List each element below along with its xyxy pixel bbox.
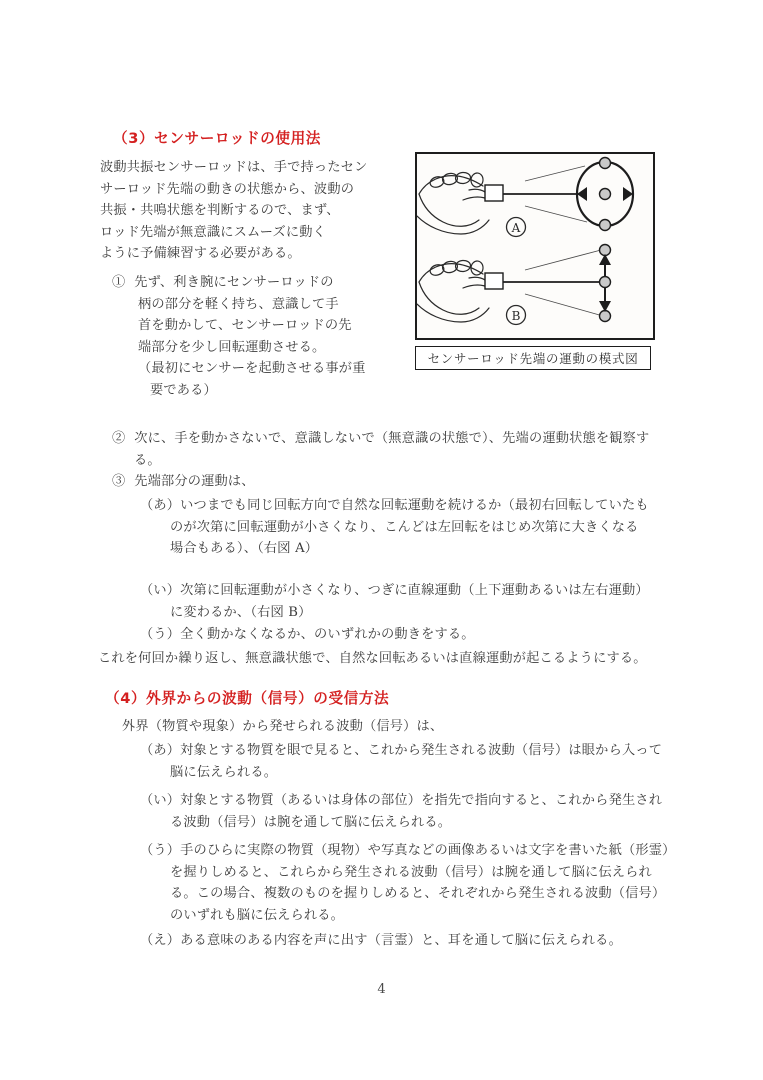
section-4-sub-i-text: 対象とする物質（あるいは身体の部位）を指先で指向すると、これから発生され [180, 793, 663, 808]
list-item-1-line: 首を動かして、センサーロッドの先 [138, 318, 352, 333]
rod-tip-marker-b-bottom [600, 311, 611, 322]
list-item-2-line: る。 [134, 452, 161, 468]
section-4-sub-e-first-line [140, 930, 658, 952]
section-4-sub-item-a [140, 740, 663, 783]
list-item-3 [112, 471, 657, 493]
list-marker-1: ① [112, 275, 126, 290]
sub-item-a-line: のが次第に回転運動が小さくなり、こんどは左回転をはじめ次第に大きくなる [170, 519, 639, 535]
rod-handle-b [485, 273, 503, 289]
sub-item-u-first-line [140, 624, 658, 646]
section-4-heading: （4）外界からの波動（信号）の受信方法 [105, 690, 390, 707]
list-marker-2: ② [112, 431, 126, 446]
list-marker-3: ③ [112, 474, 126, 489]
section-4-sub-marker-a: （あ） [140, 743, 181, 758]
panel-a-label-text: A [511, 221, 521, 235]
section-4-sub-u-first-line [140, 840, 676, 862]
sub-item-a-text: いつまでも同じ回転方向で自然な回転運動を続けるか（最初右回転していたも [180, 498, 649, 513]
section-4-sub-i-first-line [140, 790, 663, 812]
section-4-intro [122, 716, 652, 738]
closing-line: これを何回か繰り返し、無意識状態で、自然な回転あるいは直線運動が起こるようにする。 [98, 651, 647, 666]
section-4-sub-e-text: ある意味のある内容を声に出す（言霊）と、耳を通して脳に伝えられる。 [180, 933, 622, 948]
rod-tip-marker-top [600, 158, 611, 169]
list-item-1-line: （最初にセンサーを起動させる事が重 [138, 361, 366, 376]
sub-item-i-first-line [140, 580, 658, 602]
sub-item-u-text: 全く動かなくなるか、のいずれかの動きをする。 [180, 627, 475, 642]
intro-line: 波動共振センサーロッドは、手で持ったセン [100, 160, 368, 175]
figure-caption: センサーロッド先端の運動の模式図 [415, 346, 651, 370]
sub-marker-u: （う） [140, 627, 181, 642]
list-item-2-first-line [112, 428, 657, 450]
section-4-sub-item-i [140, 790, 663, 833]
section-3-intro-paragraph [100, 157, 405, 265]
sensor-rod-motion-illustration [417, 154, 653, 338]
rod-tip-marker-b-center [600, 277, 611, 288]
section-4-sub-a-line: 脳に伝えられる。 [170, 764, 278, 780]
intro-line: 共振・共鳴状態を判断するので、まず、 [100, 203, 340, 218]
sub-marker-i: （い） [140, 583, 181, 598]
figure-sensor-rod-motion [415, 152, 655, 370]
rod-tip-marker-center [600, 189, 611, 200]
sub-item-a-line: 場合もある）、（右図 A） [170, 541, 319, 556]
section-4-sub-a-first-line [140, 740, 663, 762]
list-item-1 [112, 272, 412, 401]
list-item-3-text: 先端部分の運動は、 [134, 474, 255, 489]
sub-item-a-first-line [140, 495, 658, 517]
sub-item-u [140, 624, 658, 646]
rod-tip-marker-b-top [600, 245, 611, 256]
intro-line: ロッド先端が無意識にスムーズに動く [100, 224, 327, 240]
list-item-1-line: 要である） [150, 382, 217, 398]
sub-item-a [140, 495, 658, 560]
rod-tip-marker-bottom [600, 220, 611, 231]
section-4-sub-a-text: 対象とする物質を眼で見ると、これから発生される波動（信号）は眼から入って [180, 743, 663, 758]
page-number: 4 [377, 982, 386, 997]
list-item-2-text: 次に、手を動かさないで、意識しないで（無意識の状態で）、先端の運動状態を観察す [134, 431, 650, 446]
section-4-sub-marker-e: （え） [140, 933, 181, 948]
section-3-closing-sentence [98, 648, 658, 670]
section-4-sub-marker-i: （い） [140, 793, 181, 808]
list-item-1-line: 端部分を少し回転運動させる。 [138, 339, 326, 355]
intro-line: サーロッド先端の動きの状態から、波動の [100, 181, 355, 197]
list-item-1-line: 柄の部分を軽く持ち、意識して手 [138, 296, 339, 312]
intro-line: ように予備練習する必要がある。 [100, 246, 301, 261]
section-4-sub-u-line: を握りしめると、これらから発生される波動（信号）は腕を通して脳に伝えられ [170, 864, 652, 880]
sub-marker-a: （あ） [140, 498, 181, 513]
section-4-sub-i-line: る波動（信号）は腕を通して脳に伝えられる。 [170, 814, 452, 830]
section-4-sub-item-u [140, 840, 676, 926]
list-item-3-first-line [112, 471, 657, 493]
section-4-sub-item-e [140, 930, 658, 952]
sub-item-i-line: に変わるか、（右図 B） [170, 604, 312, 620]
section-4-sub-u-line: のいずれも脳に伝えられる。 [170, 907, 345, 923]
sub-item-i [140, 580, 658, 623]
section-4-sub-u-line: る。この場合、複数のものを握りしめると、それぞれから発生される波動（信号） [170, 886, 666, 901]
section-4-sub-u-text: 手のひらに実際の物質（現物）や写真などの画像あるいは文字を書いた紙（形霊） [180, 843, 676, 858]
rod-handle-a [485, 185, 503, 201]
list-item-1-text: 先ず、利き腕にセンサーロッドの [134, 275, 334, 290]
list-item-1-first-line [112, 272, 412, 294]
panel-b-label-text: B [511, 309, 521, 323]
section-4-sub-marker-u: （う） [140, 843, 181, 858]
section-3-heading: （3）センサーロッドの使用法 [113, 130, 321, 147]
section-4-intro-line: 外界（物質や現象）から発せられる波動（信号）は、 [122, 719, 444, 734]
sub-item-i-text: 次第に回転運動が小さくなり、つぎに直線運動（上下運動あるいは左右運動） [180, 583, 649, 598]
list-item-2 [112, 428, 657, 471]
figure-image-frame [415, 152, 655, 340]
